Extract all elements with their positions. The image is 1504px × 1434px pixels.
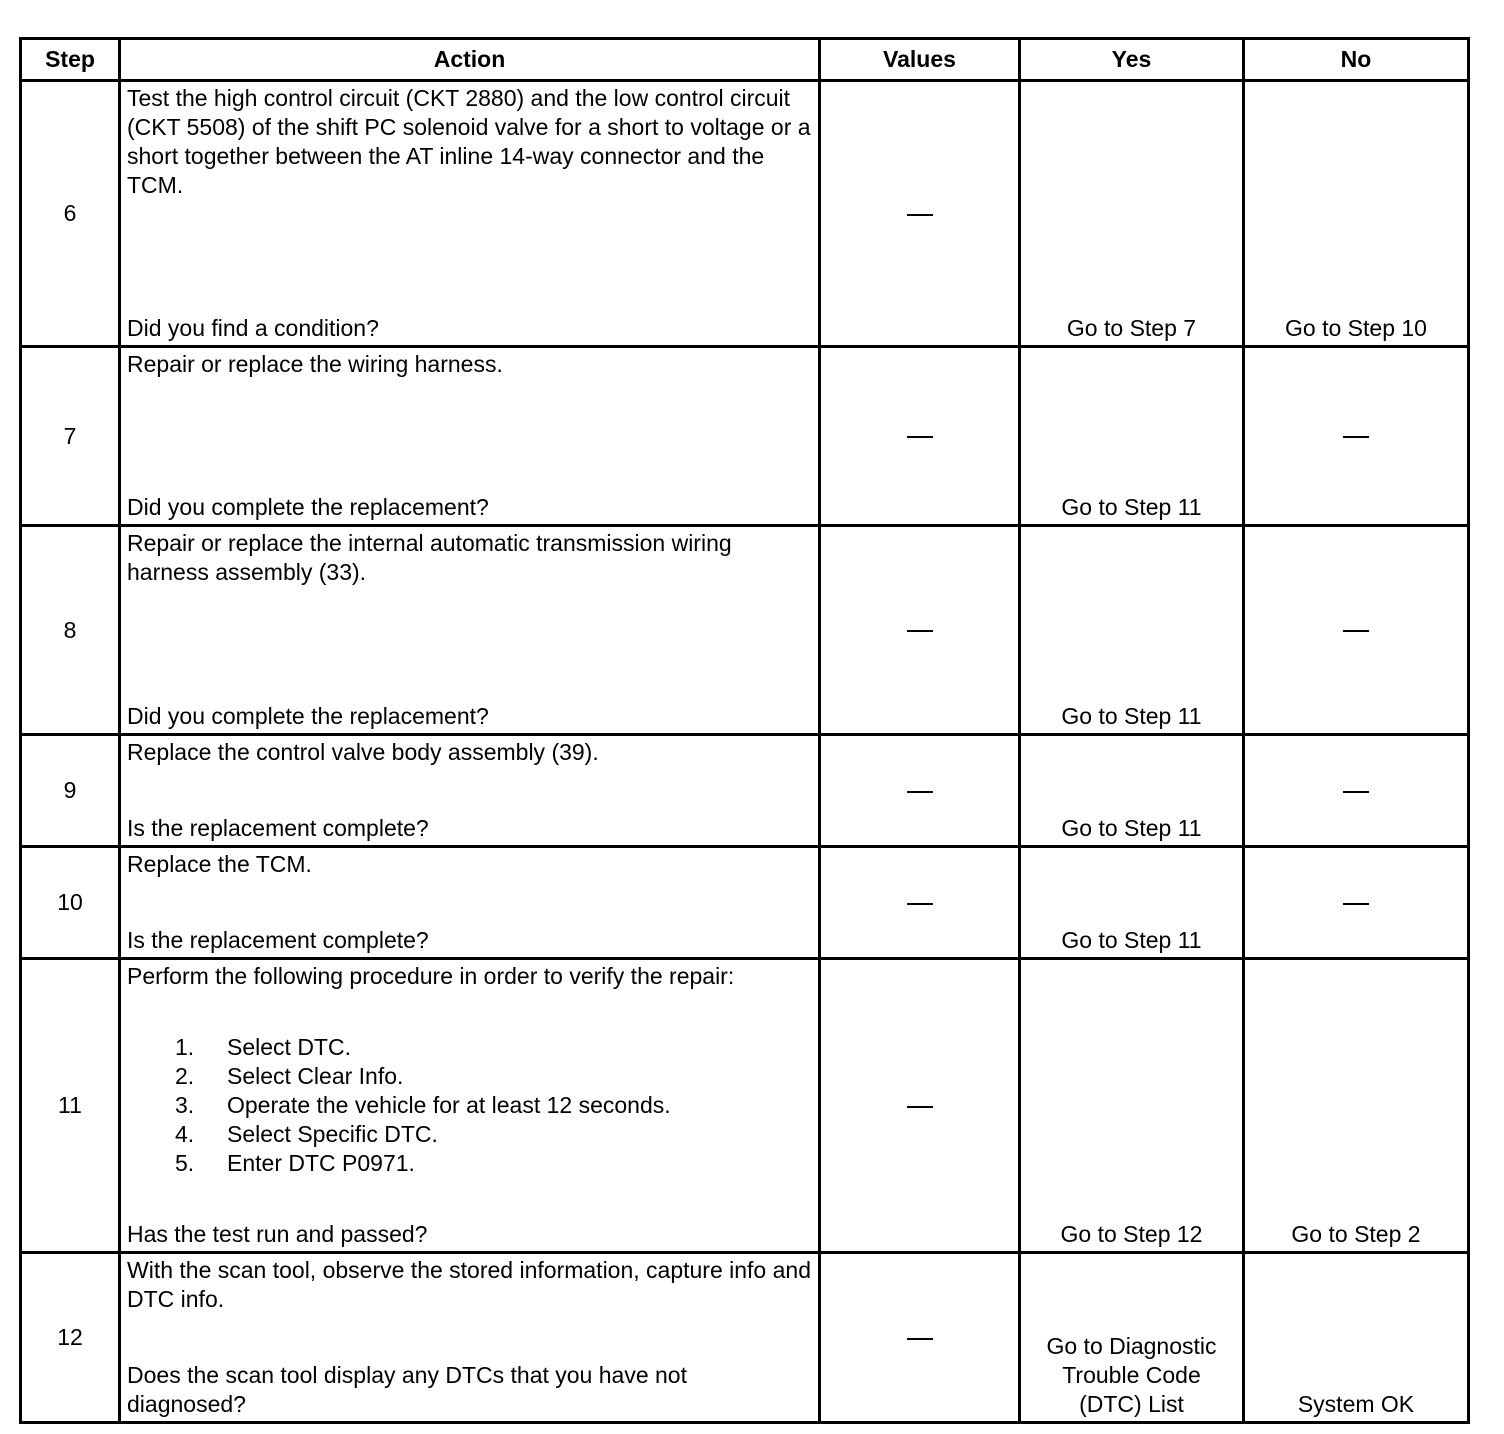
list-item: 4. Select Specific DTC.: [175, 1121, 438, 1147]
dash-mark: [907, 630, 933, 632]
action-cell: [120, 347, 820, 526]
action-question: Does the scan tool display any DTCs that you have not diagnosed?: [127, 1362, 687, 1417]
list-item: 1. Select DTC.: [175, 1034, 351, 1060]
values-cell: [820, 847, 1020, 959]
dash-mark: [907, 1106, 933, 1108]
table-row: [21, 847, 1469, 959]
no-cell: [1244, 847, 1469, 959]
action-text: Repair or replace the wiring harness.: [127, 351, 503, 377]
yes-cell: Go to Step 7: [1020, 81, 1244, 347]
dash-mark: [907, 791, 933, 793]
table-header-row: [21, 39, 1469, 81]
action-text: Test the high control circuit (CKT 2880) and the low control circuit (CKT 5508) of the shift PC solenoid valve for a short to voltage or a short together between the AT inline 14-way connector and the TCM.: [127, 85, 811, 198]
dash-mark: [907, 1338, 933, 1340]
table-row: [21, 347, 1469, 526]
step-number: 7: [21, 347, 120, 526]
dash-mark: [907, 903, 933, 905]
yes-cell: Go to Step 11: [1020, 526, 1244, 735]
header-no: No: [1244, 39, 1469, 81]
no-cell: [1244, 347, 1469, 526]
values-cell: [820, 1253, 1020, 1423]
yes-cell: Go to Step 11: [1020, 735, 1244, 847]
action-cell: [120, 735, 820, 847]
yes-cell: Go to Step 11: [1020, 347, 1244, 526]
step-number: 6: [21, 81, 120, 347]
action-text: Perform the following procedure in order to verify the repair:: [127, 963, 735, 989]
yes-cell: Go to Diagnostic Trouble Code (DTC) List: [1020, 1253, 1244, 1423]
list-item: 2. Select Clear Info.: [175, 1063, 404, 1089]
values-cell: [820, 81, 1020, 347]
action-cell: [120, 1253, 820, 1423]
list-item: 3. Operate the vehicle for at least 12 seconds.: [175, 1092, 671, 1118]
list-item: 5. Enter DTC P0971.: [175, 1150, 415, 1176]
dash-mark: [907, 214, 933, 216]
dash-mark: [1343, 791, 1369, 793]
action-question: Did you complete the replacement?: [127, 494, 489, 520]
action-cell: [120, 959, 820, 1253]
header-yes: Yes: [1020, 39, 1244, 81]
procedure-list: [127, 1033, 812, 1178]
values-cell: [820, 735, 1020, 847]
table-row: [21, 526, 1469, 735]
action-text: Repair or replace the internal automatic transmission wiring harness assembly (33).: [127, 530, 732, 585]
step-number: 12: [21, 1253, 120, 1423]
header-step: Step: [21, 39, 120, 81]
dash-mark: [1343, 630, 1369, 632]
action-question: Did you complete the replacement?: [127, 703, 489, 729]
action-text: With the scan tool, observe the stored information, capture info and DTC info.: [127, 1257, 811, 1312]
action-cell: [120, 526, 820, 735]
no-cell: [1244, 735, 1469, 847]
no-cell: Go to Step 10: [1244, 81, 1469, 347]
no-cell: Go to Step 2: [1244, 959, 1469, 1253]
action-question: Did you find a condition?: [127, 315, 379, 341]
dash-mark: [1343, 903, 1369, 905]
yes-cell: Go to Step 12: [1020, 959, 1244, 1253]
header-action: Action: [120, 39, 820, 81]
step-number: 10: [21, 847, 120, 959]
no-cell: [1244, 526, 1469, 735]
step-number: 8: [21, 526, 120, 735]
dash-mark: [1343, 436, 1369, 438]
table-row: [21, 959, 1469, 1253]
step-number: 9: [21, 735, 120, 847]
action-cell: [120, 847, 820, 959]
table-row: [21, 81, 1469, 347]
action-cell: [120, 81, 820, 347]
action-question: Is the replacement complete?: [127, 815, 429, 841]
yes-cell: Go to Step 11: [1020, 847, 1244, 959]
table-row: [21, 1253, 1469, 1423]
values-cell: [820, 959, 1020, 1253]
table-row: [21, 735, 1469, 847]
step-number: 11: [21, 959, 120, 1253]
action-text: Replace the control valve body assembly (39).: [127, 739, 599, 765]
no-cell: System OK: [1244, 1253, 1469, 1423]
action-question: Has the test run and passed?: [127, 1221, 428, 1247]
diagnostic-steps-table: [19, 37, 1470, 1424]
values-cell: [820, 347, 1020, 526]
values-cell: [820, 526, 1020, 735]
action-text: Replace the TCM.: [127, 851, 312, 877]
header-values: Values: [820, 39, 1020, 81]
dash-mark: [907, 436, 933, 438]
action-question: Is the replacement complete?: [127, 927, 429, 953]
